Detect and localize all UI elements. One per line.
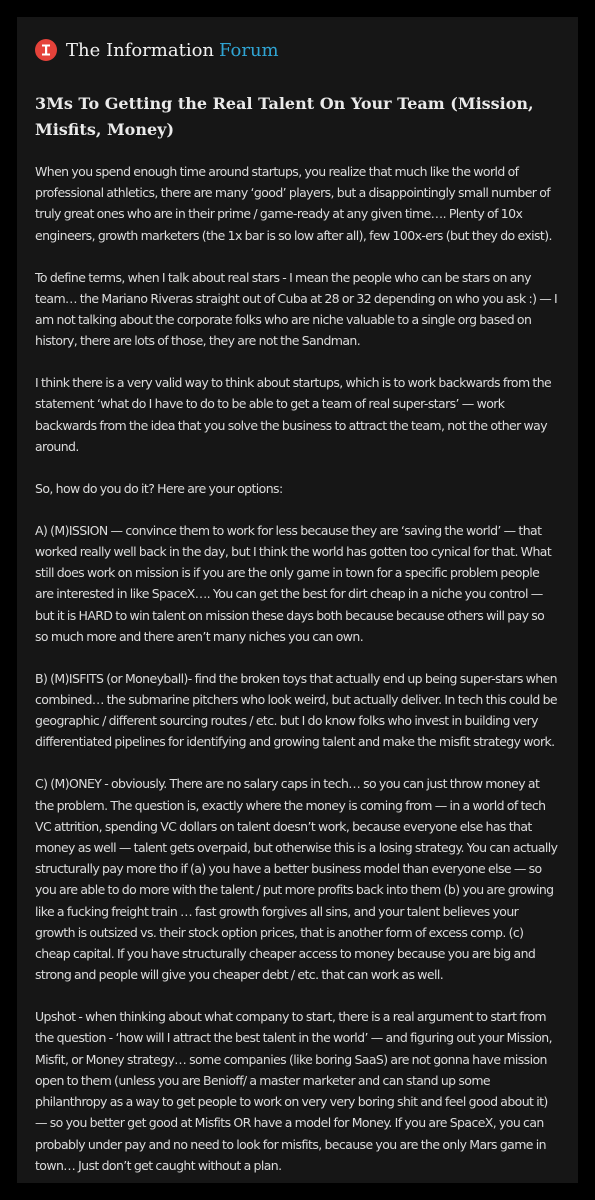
post-body bbox=[35, 161, 560, 1176]
post-card bbox=[17, 17, 578, 1183]
post-paragraph: I think there is a very valid way to think about startups, which is to work backwards from the statement ‘what do I have to do to be able to get a team of real super-stars’ — work backwards from the idea that you solve the business to attract the team, not the other way around. bbox=[35, 375, 552, 454]
post-paragraph: To define terms, when I talk about real stars - I mean the people who can be stars on any team… the Mariano Riveras straight out of Cuba at 28 or 32 depending on who you ask :) — I am not talking about the corporate folks who are niche valuable to a single org based on history, there are lots of those, they are not the Sandman. bbox=[35, 269, 558, 349]
the-information-logo-icon bbox=[35, 39, 57, 61]
post-paragraph: B) (M)ISFITS (or Moneyball)- find the broken toys that actually end up being super-stars when combined… the submarine pitchers who look weird, but actually deliver. In tech this could be geographic / different sourcing routes / etc. but I do know folks who invest in building very differentiated pipelines for identifying and growing talent and make the misfit strategy work. bbox=[35, 670, 558, 750]
post-paragraph: A) (M)ISSION — convince them to work for less because they are ‘saving the world’ — that worked really well back in the day, but I think the world has gotten too cynical for that. What still does work on mission is if you are the only game in town for a specific problem people are interested in like SpaceX…. You can get the best for dirt cheap in a niche you control — but it is HARD to win talent on mission these days both because because others will pay so so much more and there aren’t many niches you can own. bbox=[35, 522, 552, 644]
post-paragraph: When you spend enough time around startups, you realize that much like the world of professional athletics, there are many ‘good’ players, but a disappointingly small number of truly great ones who are in their prime / game-ready at any given time…. Plenty of 10x engineers, growth marketers (the 1x bar is so low after all), few 100x-ers (but they do exist). bbox=[35, 164, 552, 243]
site-section-forum: Forum bbox=[219, 39, 279, 61]
post-paragraph: C) (M)ONEY - obviously. There are no salary caps in tech… so you can just throw money at the problem. The question is, exactly where the money is coming from — in a world of tech VC attrition, spending VC dollars on talent doesn’t work, because everyone else has that money as well — talent gets overpaid, but otherwise this is a losing strategy. You can actually structurally pay more tho if (a) you have a better business model than everyone else — so you are able to do more with the talent / put more profits back into them (b) you are growing like a fucking freight train … fast growth forgives all sins, and your talent believes your growth is outsized vs. their stock option prices, that is another form of excess comp. (c) cheap capital. If you have structurally cheaper access to money because you are big and strong and people will give you cheaper debt / etc. that can work as well. bbox=[35, 776, 558, 983]
post-title: 3Ms To Getting the Real Talent On Your Team (Mission, Misfits, Money) bbox=[35, 94, 534, 139]
site-brand[interactable] bbox=[35, 37, 560, 63]
post-paragraph: So, how do you do it? Here are your options: bbox=[35, 480, 283, 496]
logo-i-glyph bbox=[35, 39, 57, 61]
site-name-main: The Information bbox=[66, 39, 214, 61]
post-paragraph: Upshot - when thinking about what company to start, there is a real argument to start from the question - ‘how will I attract the best talent in the world’ — and figuring out your Mission, Misfit, or Money strategy… some companies (like boring SaaS) are not gonna have mission open to them (unless you are Benioff/ a master marketer and can stand up some philanthropy as a way to get people to work on very very boring shit and feel good about it) — so you better get good at Misfits OR have a model for Money. If you are SpaceX, you can probably under pay and no need to look for misfits, because you are the only Mars game in town… Just don’t get caught without a plan. bbox=[35, 1009, 552, 1173]
site-name bbox=[66, 40, 279, 61]
